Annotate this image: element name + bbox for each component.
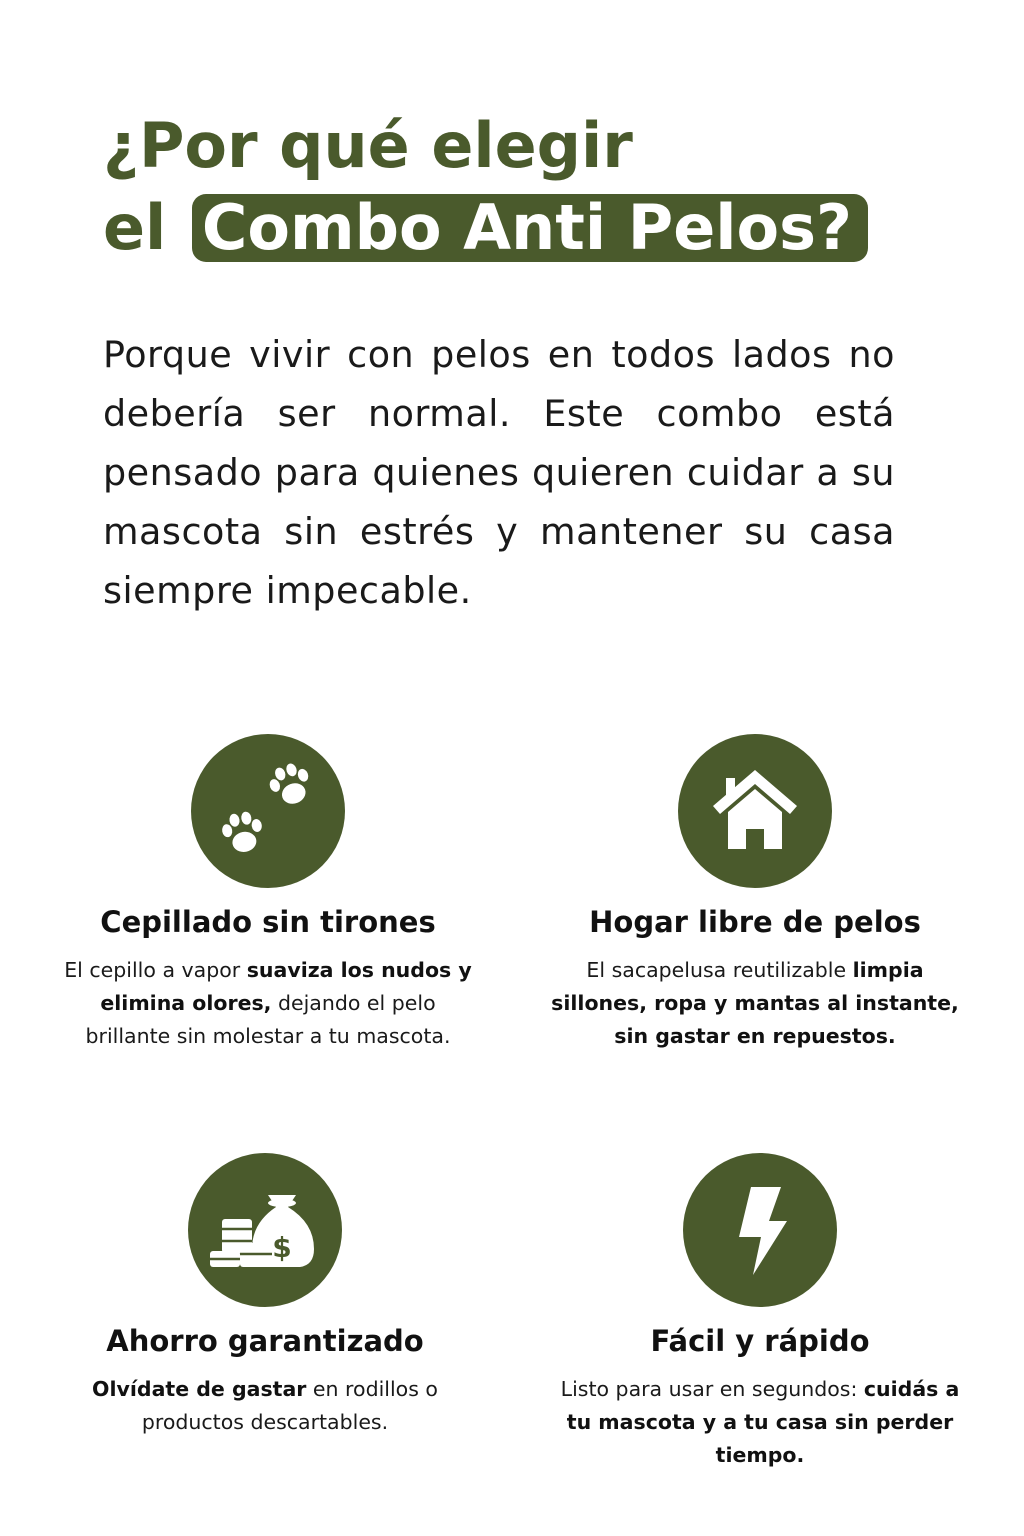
lightning-bolt-icon [683, 1153, 837, 1307]
feature-title: Ahorro garantizado [106, 1324, 424, 1358]
feature-icon-circle [191, 734, 345, 888]
house-icon [678, 734, 832, 888]
feature-home [545, 734, 965, 1053]
feature-title: Hogar libre de pelos [589, 905, 921, 939]
feature-fast [550, 1153, 970, 1472]
feature-icon-circle [188, 1153, 342, 1307]
feature-description: El sacapelusa reutilizable limpia sillones, ropa y mantas al instante, sin gastar en repuestos. [551, 958, 959, 1048]
feature-title: Cepillado sin tirones [100, 905, 436, 939]
feature-title: Fácil y rápido [650, 1324, 870, 1358]
paw-prints-icon [191, 734, 345, 888]
title-highlight: Combo Anti Pelos? [192, 194, 868, 262]
svg-text:$: $ [272, 1231, 292, 1264]
feature-icon-circle [683, 1153, 837, 1307]
intro-paragraph: Porque vivir con pelos en todos lados no debería ser normal. Este combo está pensado para quienes quieren cuidar a su mascota sin estrés y mantener su casa siempre impecable. [103, 333, 895, 612]
feature-brushing [58, 734, 478, 1053]
title-line-1: ¿Por qué elegir [103, 109, 633, 182]
title-prefix: el [103, 191, 167, 264]
feature-description: Listo para usar en segundos: cuidás a tu mascota y a tu casa sin perder tiempo. [560, 1377, 960, 1467]
feature-icon-circle [678, 734, 832, 888]
title-line-2 [103, 187, 963, 269]
feature-description: Olvídate de gastar en rodillos o productos descartables. [92, 1377, 438, 1434]
money-bag-coins-icon [188, 1153, 342, 1307]
feature-savings [55, 1153, 475, 1439]
feature-description: El cepillo a vapor suaviza los nudos y elimina olores, dejando el pelo brillante sin molestar a tu mascota. [64, 958, 472, 1048]
page-title [103, 105, 963, 269]
